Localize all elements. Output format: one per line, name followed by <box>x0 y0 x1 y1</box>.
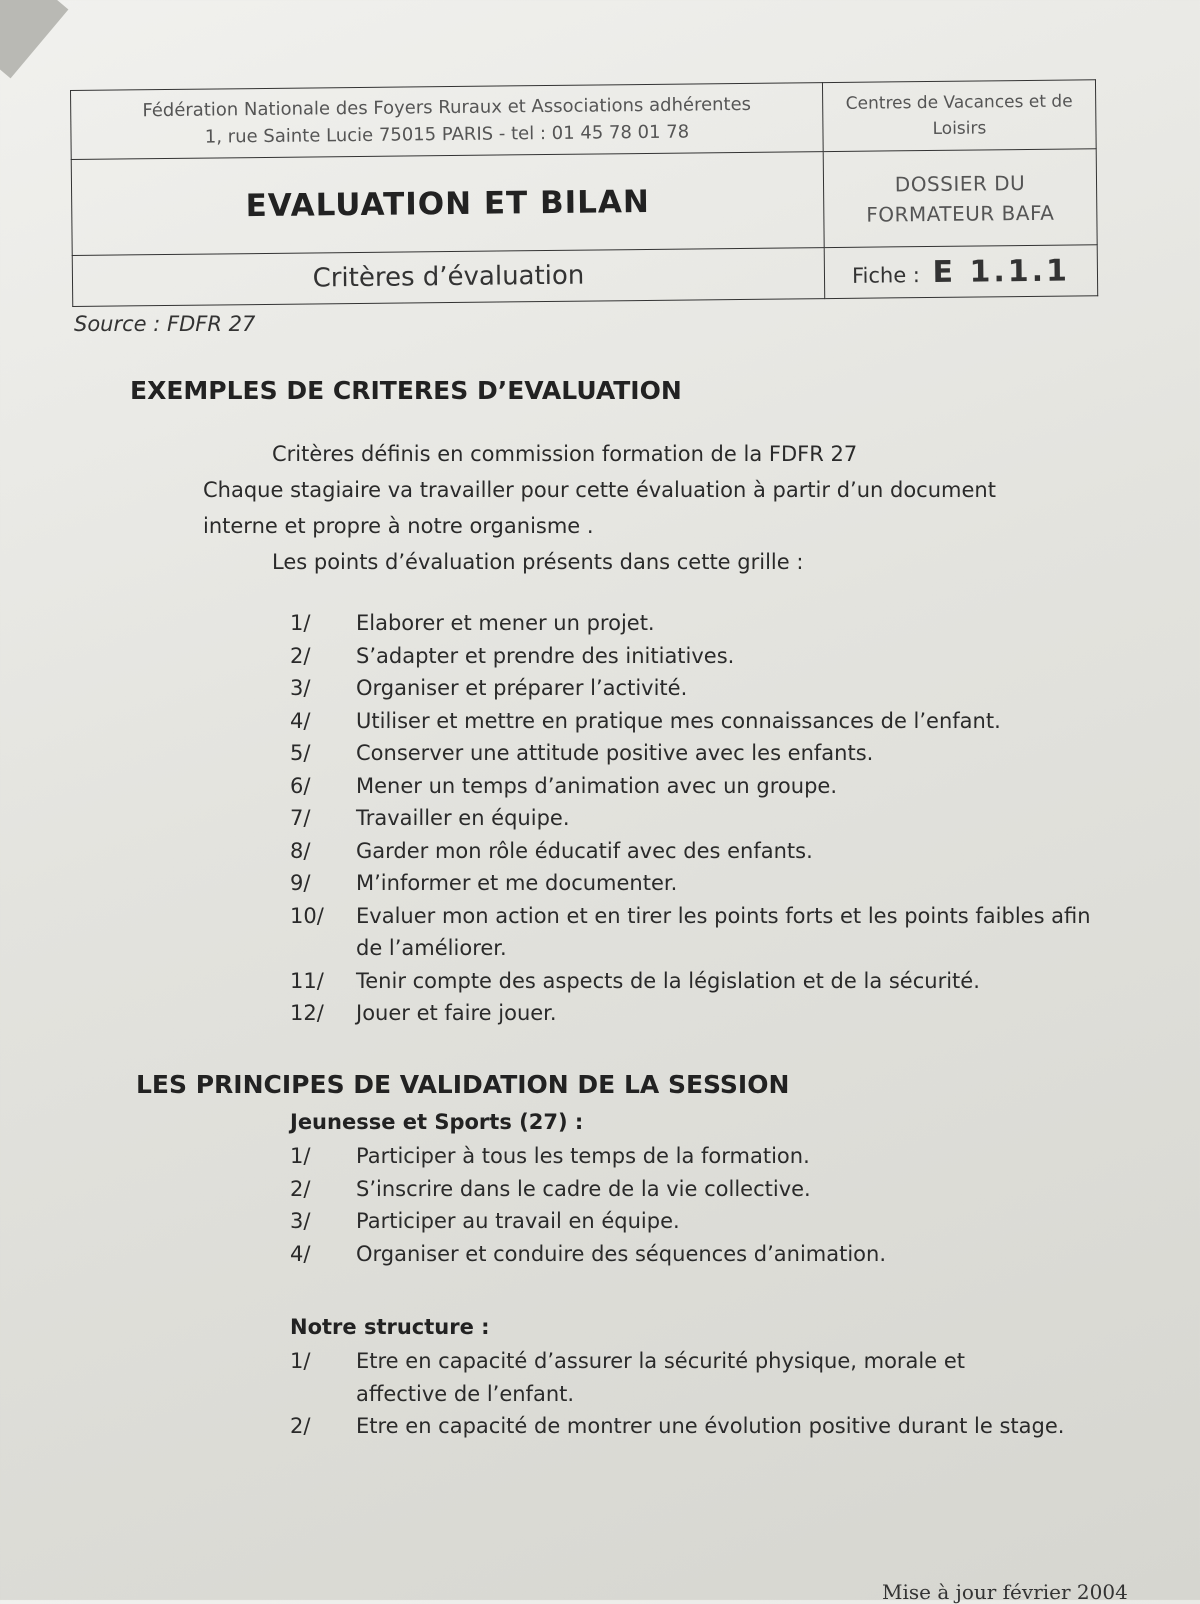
item-number: 5/ <box>290 741 311 765</box>
list-item <box>290 1140 1116 1173</box>
item-number: 10/ <box>290 903 324 928</box>
list-item <box>290 835 1116 868</box>
item-number: 2/ <box>290 643 311 668</box>
item-number: 12/ <box>290 1001 324 1025</box>
criteria-list <box>290 607 1116 1030</box>
item-text: M’informer et me documenter. <box>356 871 678 895</box>
fiche-label: Fiche : <box>851 262 921 288</box>
item-number: 4/ <box>290 708 311 733</box>
subtitle: Critères d’évaluation <box>72 248 824 307</box>
item-number: 2/ <box>290 1414 311 1438</box>
item-number: 1/ <box>290 1349 311 1373</box>
list-item <box>290 1205 1116 1238</box>
section1-intro2: Chaque stagiaire va travailler pour cette évaluation à partir d’un document <box>203 478 996 502</box>
list-item <box>290 672 1116 705</box>
header-table <box>70 79 1098 307</box>
item-text: Evaluer mon action et en tirer les points forts et les points faibles afin de l’améliorer. <box>356 903 1091 960</box>
item-text: Etre en capacité d’assurer la sécurité physique, morale et affective de l’enfant. <box>356 1349 965 1406</box>
section1-intro1: Critères définis en commission formation de la FDFR 27 <box>272 442 858 466</box>
item-number: 3/ <box>290 1209 311 1233</box>
item-text: Organiser et préparer l’activité. <box>356 676 688 700</box>
item-text: Participer à tous les temps de la formation. <box>356 1144 810 1168</box>
centres-line1: Centres de Vacances et de <box>845 91 1073 114</box>
fiche-number: E 1.1.1 <box>932 253 1071 290</box>
list-item <box>290 705 1116 738</box>
list-item <box>290 607 1116 640</box>
item-number: 8/ <box>290 838 311 863</box>
centres-line2: Loisirs <box>932 118 987 139</box>
dossier-cell <box>823 149 1097 248</box>
item-number: 1/ <box>290 611 311 635</box>
item-text: Tenir compte des aspects de la législation et de la sécurité. <box>356 968 980 993</box>
item-text: Garder mon rôle éducatif avec des enfants. <box>356 838 813 863</box>
item-number: 2/ <box>290 1176 311 1201</box>
organization-cell <box>71 83 824 160</box>
validation-list-js <box>290 1140 1116 1270</box>
validation-list-structure <box>290 1345 1116 1443</box>
item-text: S’adapter et prendre des initiatives. <box>356 643 735 668</box>
dossier-line2: FORMATEUR BAFA <box>866 200 1055 227</box>
item-number: 1/ <box>290 1144 311 1168</box>
item-number: 6/ <box>290 773 311 798</box>
section2-sub1: Jeunesse et Sports (27) : <box>290 1110 584 1134</box>
fiche-cell <box>824 245 1098 299</box>
section2-sub2: Notre structure : <box>290 1315 490 1339</box>
update-date: Mise à jour février 2004 <box>882 1580 1128 1604</box>
organization-name: Fédération Nationale des Foyers Ruraux et Associations adhérentes <box>142 93 752 122</box>
item-text: Participer au travail en équipe. <box>356 1209 680 1233</box>
section1-intro3: interne et propre à notre organisme . <box>203 514 594 538</box>
page-corner-shadow <box>0 0 68 78</box>
list-item <box>290 640 1116 673</box>
organization-address: 1, rue Sainte Lucie 75015 PARIS - tel : 01 45 78 01 78 <box>204 121 690 148</box>
item-text: Elaborer et mener un projet. <box>356 611 655 635</box>
list-item <box>290 802 1116 835</box>
list-item <box>290 1345 1116 1410</box>
item-number: 4/ <box>290 1241 311 1266</box>
section1-intro4: Les points d’évaluation présents dans cette grille : <box>272 550 804 574</box>
item-text: Conserver une attitude positive avec les enfants. <box>356 741 874 765</box>
item-text: Organiser et conduire des séquences d’animation. <box>356 1241 887 1266</box>
source-note: Source : FDFR 27 <box>74 312 256 336</box>
centres-cell <box>822 80 1096 152</box>
item-text: Etre en capacité de montrer une évolution positive durant le stage. <box>356 1414 1065 1438</box>
item-text: Travailler en équipe. <box>356 806 570 830</box>
item-text: Utiliser et mettre en pratique mes connaissances de l’enfant. <box>356 708 1001 733</box>
item-text: Mener un temps d’animation avec un groupe. <box>356 773 837 798</box>
list-item <box>290 900 1116 965</box>
list-item <box>290 997 1116 1030</box>
section1-title: EXEMPLES DE CRITERES D’EVALUATION <box>130 376 682 405</box>
item-number: 9/ <box>290 871 311 895</box>
list-item <box>290 1173 1116 1206</box>
list-item <box>290 965 1116 998</box>
list-item <box>290 867 1116 900</box>
main-title: EVALUATION ET BILAN <box>71 152 824 256</box>
item-number: 3/ <box>290 676 311 700</box>
list-item <box>290 770 1116 803</box>
item-text: Jouer et faire jouer. <box>356 1001 557 1025</box>
section2-title: LES PRINCIPES DE VALIDATION DE LA SESSION <box>136 1070 790 1099</box>
item-number: 11/ <box>290 968 324 993</box>
list-item <box>290 1410 1116 1443</box>
dossier-line1: DOSSIER DU <box>894 170 1026 196</box>
item-number: 7/ <box>290 806 311 830</box>
item-text: S’inscrire dans le cadre de la vie collective. <box>356 1176 811 1201</box>
list-item <box>290 737 1116 770</box>
list-item <box>290 1238 1116 1271</box>
